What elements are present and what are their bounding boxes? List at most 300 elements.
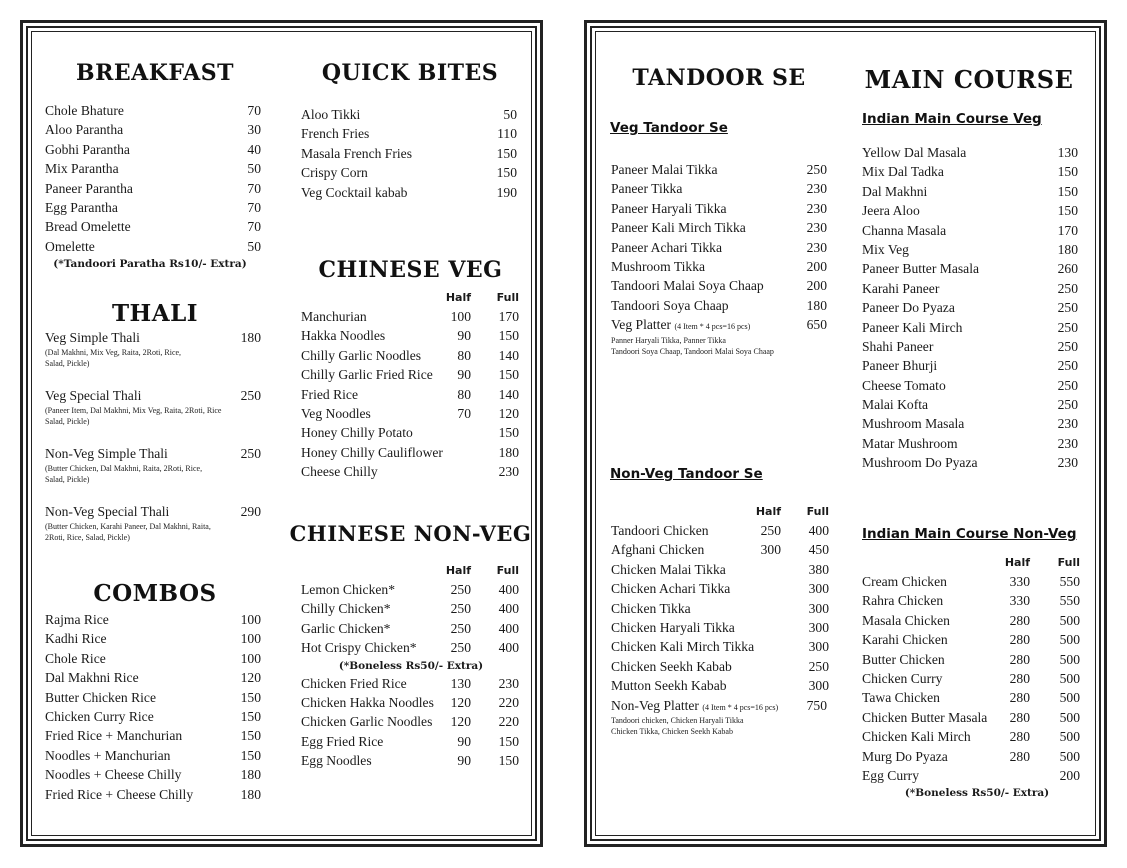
veg-tandoor-list xyxy=(611,160,829,357)
item-name: Chole Rice xyxy=(45,650,106,666)
item-price-full: 120 xyxy=(498,405,519,421)
menu-item xyxy=(862,337,1080,356)
menu-item xyxy=(862,298,1080,317)
item-name: Mix Dal Tadka xyxy=(862,164,944,180)
item-price-full: 220 xyxy=(498,694,519,710)
item-price: 100 xyxy=(240,612,261,627)
item-portion: (4 Item * 4 pcs=16 pcs) xyxy=(674,322,751,332)
item-name: Paneer Tikka xyxy=(611,181,683,197)
item-name: Garlic Chicken* xyxy=(301,620,391,636)
menu-item xyxy=(862,591,1080,610)
item-name: Veg Noodles xyxy=(301,405,371,421)
item-name: Chicken Hakka Noodles xyxy=(301,694,434,710)
main-course-non-veg-list xyxy=(862,556,1080,801)
item-name: Crispy Corn xyxy=(301,165,368,181)
item-description: (Paneer Item, Dal Makhni, Mix Veg, Raita, 2Roti, Rice xyxy=(45,406,222,416)
section-title-quick-bites: QUICK BITES xyxy=(321,60,499,86)
item-price-half: 250 xyxy=(450,601,471,617)
item-price: 230 xyxy=(806,200,827,216)
item-name: Chole Bhature xyxy=(45,103,124,118)
item-name: Paneer Parantha xyxy=(45,180,133,196)
item-price-half: 250 xyxy=(450,620,471,636)
item-price: 230 xyxy=(1057,416,1078,432)
item-price-full: 140 xyxy=(498,347,519,363)
item-price: 130 xyxy=(1057,145,1078,160)
half-label: Half xyxy=(755,505,781,518)
item-price-half: 330 xyxy=(1009,593,1030,609)
item-name: Karahi Paneer xyxy=(862,280,940,296)
item-price-full: 500 xyxy=(1059,748,1080,764)
item-name: Chicken Garlic Noodles xyxy=(301,714,433,730)
main-course-non-veg-note: (*Boneless Rs50/- Extra) xyxy=(904,787,1050,800)
menu-item xyxy=(862,669,1080,688)
menu-item xyxy=(301,443,519,462)
item-price: 150 xyxy=(240,689,261,705)
item-price-full: 500 xyxy=(1059,632,1080,648)
item-name: Non-Veg Platter xyxy=(611,697,699,713)
item-name: Mushroom Do Pyaza xyxy=(862,455,978,471)
menu-item xyxy=(301,326,519,345)
item-price: 180 xyxy=(240,767,261,783)
menu-item xyxy=(611,238,829,257)
item-name: Masala French Fries xyxy=(301,145,412,161)
item-name: Paneer Haryali Tikka xyxy=(611,200,727,216)
item-name: Channa Masala xyxy=(862,222,947,238)
item-name: Egg Fried Rice xyxy=(301,733,384,749)
item-price: 250 xyxy=(240,446,261,461)
item-price: 70 xyxy=(247,180,261,196)
menu-item xyxy=(611,579,829,598)
menu-item xyxy=(301,105,519,124)
menu-item xyxy=(301,163,519,182)
item-name: Paneer Bhurji xyxy=(862,358,938,374)
item-price: 250 xyxy=(1057,300,1078,316)
item-price-half: 90 xyxy=(457,753,471,769)
item-price-half: 280 xyxy=(1009,729,1030,745)
menu-item xyxy=(45,159,260,178)
item-name: Bread Omelette xyxy=(45,219,131,235)
item-price-half: 330 xyxy=(1009,574,1030,589)
thali-item xyxy=(45,386,263,444)
item-price: 100 xyxy=(240,631,261,647)
half-label: Half xyxy=(1004,556,1030,569)
item-name: Rajma Rice xyxy=(45,612,109,627)
item-price-full: 500 xyxy=(1059,612,1080,628)
item-name: Tandoori Chicken xyxy=(611,523,709,538)
item-price: 230 xyxy=(806,181,827,197)
menu-item xyxy=(45,101,260,120)
menu-item xyxy=(45,785,263,804)
item-price-full: 450 xyxy=(808,542,829,558)
item-name: Butter Chicken Rice xyxy=(45,689,156,705)
item-price-full: 300 xyxy=(808,619,829,635)
item-name: Mushroom Masala xyxy=(862,416,965,432)
menu-item xyxy=(301,183,519,202)
item-price: 200 xyxy=(806,258,827,274)
item-name: Veg Cocktail kabab xyxy=(301,184,408,200)
section-title-combos: COMBOS xyxy=(93,580,217,607)
item-name: Veg Simple Thali xyxy=(45,330,140,345)
menu-item xyxy=(862,376,1080,395)
item-price: 190 xyxy=(496,184,517,200)
item-name: Veg Platter xyxy=(611,317,672,333)
menu-item xyxy=(45,746,263,765)
item-price-half: 90 xyxy=(457,328,471,344)
menu-item xyxy=(862,766,1080,785)
menu-item xyxy=(862,259,1080,278)
item-price-half: 280 xyxy=(1009,748,1030,764)
thali-item xyxy=(45,444,263,502)
item-price: 170 xyxy=(1057,222,1078,238)
chinese-non-veg-list xyxy=(301,564,519,771)
item-price: 250 xyxy=(806,162,827,177)
item-price: 250 xyxy=(1057,338,1078,354)
menu-page-left xyxy=(20,20,543,847)
subtitle-indian-main-course-non-veg: Indian Main Course Non-Veg xyxy=(862,526,1077,542)
item-price-full: 180 xyxy=(498,444,519,460)
item-name: Mix Parantha xyxy=(45,161,119,177)
menu-item xyxy=(862,279,1080,298)
item-name: Lemon Chicken* xyxy=(301,582,396,597)
menu-item xyxy=(862,611,1080,630)
menu-item xyxy=(301,599,519,618)
menu-page-right xyxy=(584,20,1107,847)
item-name: Veg Special Thali xyxy=(45,388,142,403)
menu-item xyxy=(45,386,263,405)
item-name: Chicken Seekh Kabab xyxy=(611,658,732,674)
menu-item xyxy=(611,560,829,579)
item-name: Non-Veg Special Thali xyxy=(45,504,170,519)
item-name: Afghani Chicken xyxy=(611,542,705,558)
menu-item xyxy=(301,307,519,326)
item-price: 110 xyxy=(497,126,517,142)
item-name: Paneer Butter Masala xyxy=(862,261,980,277)
menu-item xyxy=(45,707,263,726)
menu-item xyxy=(301,638,519,657)
menu-item xyxy=(301,462,519,481)
item-name: Chicken Curry Rice xyxy=(45,708,154,724)
item-name: Murg Do Pyaza xyxy=(862,748,948,764)
item-price: 150 xyxy=(240,728,261,744)
menu-item xyxy=(862,434,1080,453)
menu-item xyxy=(45,120,260,139)
item-price-half: 280 xyxy=(1009,670,1030,686)
item-name: Chilly Garlic Fried Rice xyxy=(301,367,433,383)
item-name: Gobhi Parantha xyxy=(45,141,130,157)
item-price: 750 xyxy=(806,697,827,713)
menu-item xyxy=(301,619,519,638)
item-price-full: 150 xyxy=(498,733,519,749)
item-name: Shahi Paneer xyxy=(862,338,934,354)
menu-item xyxy=(611,657,829,676)
item-price-half: 280 xyxy=(1009,651,1030,667)
item-name: Mushroom Tikka xyxy=(611,258,706,274)
menu-item xyxy=(301,693,519,712)
item-price-full: 170 xyxy=(498,309,519,324)
item-price-full: 550 xyxy=(1059,574,1080,589)
item-name: Noodles + Cheese Chilly xyxy=(45,767,182,783)
item-name: Tawa Chicken xyxy=(862,690,940,706)
item-description: (Butter Chicken, Dal Makhni, Raita, 2Roti, Rice, xyxy=(45,464,203,474)
item-name: Paneer Do Pyaza xyxy=(862,300,955,316)
item-description: Panner Haryali Tikka, Panner Tikka xyxy=(611,335,726,345)
item-price: 50 xyxy=(503,107,517,122)
full-label: Full xyxy=(496,564,519,577)
item-price: 150 xyxy=(1057,203,1078,219)
item-price-half: 80 xyxy=(457,347,471,363)
menu-item xyxy=(611,599,829,618)
item-description: Salad, Pickle) xyxy=(45,417,90,427)
full-label: Full xyxy=(496,291,519,304)
item-price: 290 xyxy=(240,504,261,519)
menu-item xyxy=(862,143,1080,162)
item-price-full: 400 xyxy=(808,523,829,538)
menu-item xyxy=(862,747,1080,766)
menu-item xyxy=(611,179,829,198)
item-price-full: 300 xyxy=(808,678,829,694)
menu-item xyxy=(611,540,829,559)
item-price: 70 xyxy=(247,219,261,235)
menu-item xyxy=(301,423,519,442)
main-course-veg-list xyxy=(862,143,1080,473)
item-name: Dal Makhni Rice xyxy=(45,670,139,686)
item-name: Aloo Parantha xyxy=(45,122,124,138)
item-name: Chicken Malai Tikka xyxy=(611,561,726,577)
item-price-half: 300 xyxy=(760,542,781,558)
item-price-full: 300 xyxy=(808,581,829,597)
item-price: 150 xyxy=(496,145,517,161)
item-price-full: 500 xyxy=(1059,651,1080,667)
breakfast-list xyxy=(45,101,260,272)
item-price-full: 500 xyxy=(1059,690,1080,706)
menu-item xyxy=(611,637,829,656)
menu-item xyxy=(611,257,829,276)
menu-item xyxy=(862,240,1080,259)
half-label: Half xyxy=(445,564,471,577)
item-price: 150 xyxy=(240,708,261,724)
item-price-half: 90 xyxy=(457,367,471,383)
menu-item xyxy=(862,201,1080,220)
item-price-full: 200 xyxy=(1059,767,1080,783)
item-price-full: 220 xyxy=(498,714,519,730)
item-price: 200 xyxy=(806,278,827,294)
item-price-half: 250 xyxy=(450,640,471,656)
item-description: (Butter Chicken, Karahi Paneer, Dal Makhni, Raita, xyxy=(45,522,211,532)
item-name: Paneer Kali Mirch Tikka xyxy=(611,220,746,236)
item-name: Hakka Noodles xyxy=(301,328,386,344)
item-name: Chicken Achari Tikka xyxy=(611,581,731,597)
menu-item xyxy=(862,414,1080,433)
item-price-full: 250 xyxy=(808,658,829,674)
item-name: Non-Veg Simple Thali xyxy=(45,446,168,461)
item-price: 70 xyxy=(247,103,261,118)
item-price: 180 xyxy=(240,786,261,802)
menu-item xyxy=(611,199,829,218)
menu-item xyxy=(45,179,260,198)
item-price-full: 550 xyxy=(1059,593,1080,609)
item-name: Fried Rice + Manchurian xyxy=(45,728,183,744)
section-title-tandoor-se: TANDOOR SE xyxy=(632,65,806,91)
item-price-full: 230 xyxy=(498,675,519,691)
menu-item xyxy=(611,676,829,695)
item-price: 230 xyxy=(806,220,827,236)
section-title-thali: THALI xyxy=(111,300,199,327)
chinese-non-veg-header xyxy=(301,564,519,580)
item-name: Karahi Chicken xyxy=(862,632,948,648)
item-price-half: 90 xyxy=(457,733,471,749)
item-price: 50 xyxy=(247,238,261,254)
item-name: Jeera Aloo xyxy=(862,203,920,219)
non-veg-platter-item xyxy=(611,696,829,737)
half-label: Half xyxy=(445,291,471,304)
item-price: 180 xyxy=(240,330,261,345)
menu-item xyxy=(862,318,1080,337)
quick-bites-list xyxy=(301,105,519,202)
item-price: 30 xyxy=(247,122,261,138)
menu-item xyxy=(611,296,829,315)
item-price: 250 xyxy=(1057,358,1078,374)
item-price-full: 500 xyxy=(1059,709,1080,725)
item-description: Tandoori Soya Chaap, Tandoori Malai Soya Chaap xyxy=(611,346,774,356)
menu-item xyxy=(45,726,263,745)
item-price: 180 xyxy=(806,297,827,313)
item-portion: (4 Item * 4 pcs=16 pcs) xyxy=(702,702,779,712)
item-price-half: 280 xyxy=(1009,690,1030,706)
item-name: Paneer Malai Tikka xyxy=(611,162,718,177)
item-price-full: 400 xyxy=(498,582,519,597)
item-name: Chicken Haryali Tikka xyxy=(611,619,735,635)
menu-item xyxy=(301,732,519,751)
item-price: 150 xyxy=(496,165,517,181)
item-price-full: 400 xyxy=(498,640,519,656)
item-price: 230 xyxy=(1057,455,1078,471)
menu-item xyxy=(45,444,263,463)
item-price-full: 380 xyxy=(808,561,829,577)
item-price: 230 xyxy=(806,239,827,255)
full-label: Full xyxy=(1057,556,1080,569)
item-name: Egg Curry xyxy=(862,767,920,783)
item-price-half: 80 xyxy=(457,386,471,402)
menu-item xyxy=(45,140,260,159)
item-price-full: 140 xyxy=(498,386,519,402)
item-price: 150 xyxy=(1057,164,1078,180)
item-name: Paneer Kali Mirch xyxy=(862,319,963,335)
item-name: Chicken Kali Mirch xyxy=(862,729,971,745)
menu-item xyxy=(862,708,1080,727)
item-name: Cheese Chilly xyxy=(301,464,378,480)
item-price: 250 xyxy=(1057,319,1078,335)
item-price-full: 150 xyxy=(498,425,519,441)
item-price: 230 xyxy=(1057,435,1078,451)
non-veg-tandoor-list xyxy=(611,505,829,737)
item-name: Hot Crispy Chicken* xyxy=(301,640,417,656)
subtitle-veg-tandoor-se: Veg Tandoor Se xyxy=(610,120,728,136)
menu-item xyxy=(301,404,519,423)
item-price-full: 300 xyxy=(808,600,829,616)
item-name: Cheese Tomato xyxy=(862,377,946,393)
item-name: Chilly Garlic Noodles xyxy=(301,347,422,363)
section-title-breakfast: BREAKFAST xyxy=(76,60,234,86)
item-name: Noodles + Manchurian xyxy=(45,747,171,763)
item-description: 2Roti, Rice, Salad, Pickle) xyxy=(45,533,130,543)
item-name: Chilly Chicken* xyxy=(301,601,391,617)
main-course-non-veg-header xyxy=(862,556,1080,572)
item-price-half: 280 xyxy=(1009,612,1030,628)
item-price: 150 xyxy=(1057,183,1078,199)
item-name: Egg Noodles xyxy=(301,753,372,769)
item-price-full: 500 xyxy=(1059,729,1080,745)
thali-item xyxy=(45,328,263,386)
menu-item xyxy=(301,346,519,365)
thali-list xyxy=(45,328,263,560)
menu-item xyxy=(45,237,260,256)
item-price-half: 130 xyxy=(450,675,471,691)
item-name: Fried Rice + Cheese Chilly xyxy=(45,786,194,802)
item-price-full: 150 xyxy=(498,328,519,344)
item-price-full: 300 xyxy=(808,639,829,655)
section-title-main-course: MAIN COURSE xyxy=(864,65,1074,94)
item-name: Kadhi Rice xyxy=(45,631,107,647)
menu-item xyxy=(301,385,519,404)
subtitle-non-veg-tandoor-se: Non-Veg Tandoor Se xyxy=(610,466,763,482)
item-name: Chicken Curry xyxy=(862,670,943,686)
item-price-full: 150 xyxy=(498,753,519,769)
item-name: Egg Parantha xyxy=(45,199,118,215)
item-name: Honey Chilly Potato xyxy=(301,425,413,441)
item-price: 250 xyxy=(240,388,261,403)
item-description: Salad, Pickle) xyxy=(45,359,90,369)
item-price: 120 xyxy=(240,670,261,686)
subtitle-indian-main-course-veg: Indian Main Course Veg xyxy=(862,111,1042,127)
item-price-half: 70 xyxy=(457,405,471,421)
menu-item xyxy=(301,712,519,731)
item-price: 260 xyxy=(1057,261,1078,277)
non-veg-tandoor-header xyxy=(611,505,829,521)
chinese-veg-header xyxy=(301,291,519,307)
item-name: French Fries xyxy=(301,126,370,142)
menu-item xyxy=(862,356,1080,375)
item-description: Chicken Tikka, Chicken Seekh Kabab xyxy=(611,726,733,736)
item-price-full: 500 xyxy=(1059,670,1080,686)
item-price-full: 400 xyxy=(498,620,519,636)
item-name: Masala Chicken xyxy=(862,612,950,628)
item-name: Chicken Kali Mirch Tikka xyxy=(611,639,755,655)
item-name: Dal Makhni xyxy=(862,183,928,199)
item-name: Yellow Dal Masala xyxy=(862,145,967,160)
menu-item xyxy=(862,650,1080,669)
menu-item xyxy=(45,668,263,687)
item-description: (Dal Makhni, Mix Veg, Raita, 2Roti, Rice, xyxy=(45,348,182,358)
menu-item xyxy=(611,218,829,237)
menu-item xyxy=(45,765,263,784)
item-name: Chicken Fried Rice xyxy=(301,675,407,691)
item-name: Aloo Tikki xyxy=(301,107,361,122)
menu-item xyxy=(862,182,1080,201)
menu-item xyxy=(301,144,519,163)
item-name: Manchurian xyxy=(301,309,367,324)
menu-item xyxy=(45,688,263,707)
breakfast-note: (*Tandoori Paratha Rs10/- Extra) xyxy=(53,258,247,271)
combos-list xyxy=(45,610,263,804)
chinese-non-veg-note: (*Boneless Rs50/- Extra) xyxy=(338,659,484,672)
veg-platter-item xyxy=(611,315,829,356)
menu-item xyxy=(45,198,260,217)
item-price: 180 xyxy=(1057,241,1078,257)
menu-item xyxy=(862,630,1080,649)
item-name: Cream Chicken xyxy=(862,574,947,589)
item-price: 50 xyxy=(247,161,261,177)
menu-item xyxy=(301,674,519,693)
